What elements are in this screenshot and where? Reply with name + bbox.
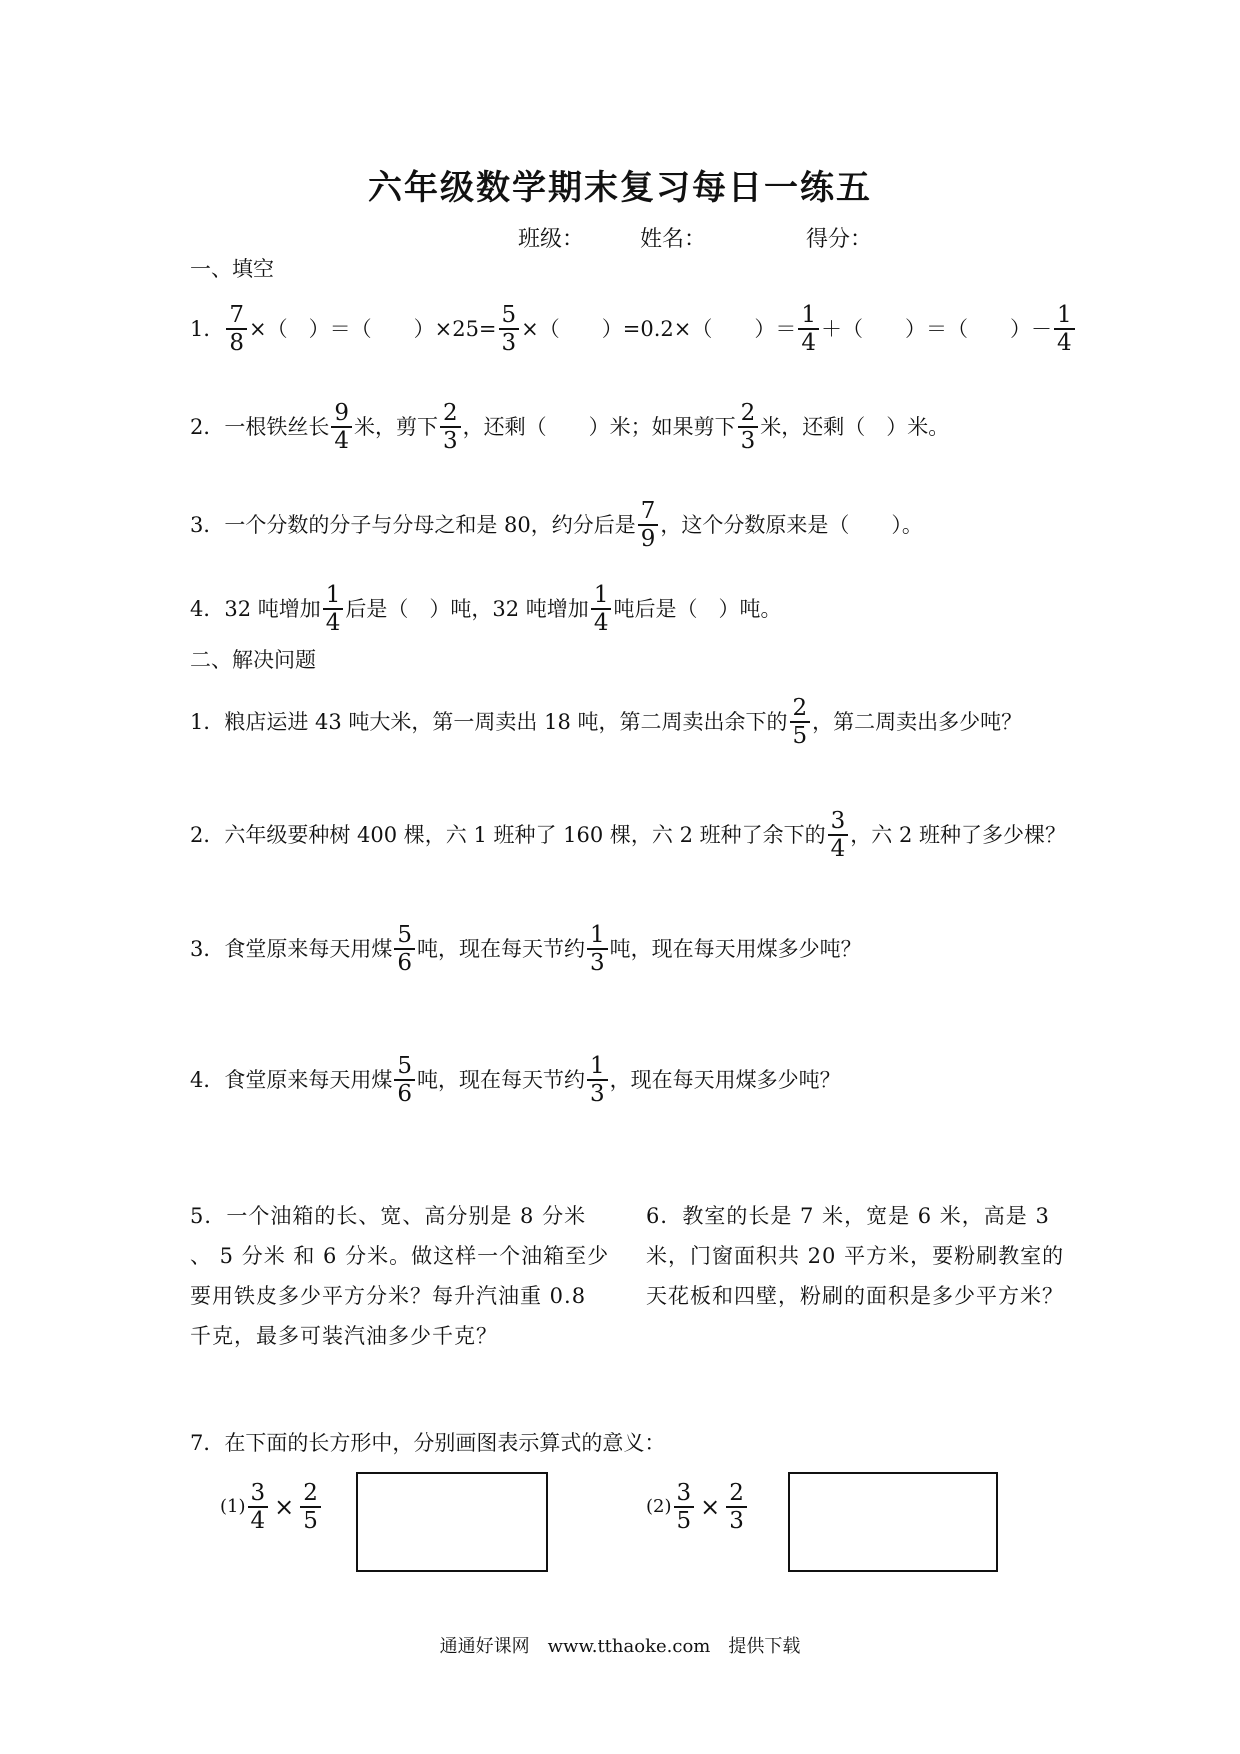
score-label: 得分： (806, 227, 873, 252)
p3-fraction-2: $\frac{1}{3}$ (587, 922, 608, 976)
fill-question-1 (190, 302, 1077, 356)
q4-text-1: 后是（ ）吨，32 吨增加 (345, 597, 589, 621)
problem-2 (190, 808, 1066, 862)
p4-text-1: 吨，现在每天节约 (417, 1068, 586, 1092)
expr1-fraction-1: $\frac{3}{4}$ (248, 1480, 269, 1534)
section2-heading: 二、解决问题 (190, 648, 316, 672)
q1-fraction-1: $\frac{7}{8}$ (226, 302, 247, 356)
q3-text-1: ，这个分数原来是（ ）。 (660, 513, 923, 537)
q2-text-1: 米，剪下 (354, 415, 439, 439)
fill-question-3 (190, 498, 923, 552)
q2-fraction-1: $\frac{9}{4}$ (331, 400, 352, 454)
q2-text-3: 米，还剩（ ）米。 (760, 415, 950, 439)
expression-2 (646, 1480, 749, 1534)
name-label: 姓名： (640, 227, 707, 252)
q4-text-2: 吨后是（ ）吨。 (613, 597, 782, 621)
q2-text-2: ，还剩（ ）米；如果剪下 (462, 415, 736, 439)
p4-fraction-2: $\frac{1}{3}$ (587, 1053, 608, 1107)
problem-1 (190, 695, 1022, 749)
p3-text-2: 吨，现在每天用煤多少吨？ (609, 937, 862, 961)
page-title: 六年级数学期末复习每日一练五 (368, 168, 872, 208)
p1-text: ，第二周卖出多少吨？ (812, 710, 1023, 734)
q2-prefix: 2．一根铁丝长 (190, 415, 330, 439)
q4-fraction-2: $\frac{1}{4}$ (591, 582, 612, 636)
problem-5: 5．一个油箱的长、宽、高分别是 8 分米 、 5 分米 和 6 分米。做这样一个油箱至少要用铁皮多少平方分米？每升汽油重 0.8 千克，最多可装汽油多少千克？ (190, 1204, 610, 1348)
class-label: 班级： (518, 227, 585, 252)
section1-heading: 一、填空 (190, 257, 274, 281)
fill-question-2 (190, 400, 949, 454)
p2-fraction: $\frac{3}{4}$ (828, 808, 849, 862)
q1-text-2: ×（ ）=0.2×（ ）＝ (521, 317, 797, 341)
q1-fraction-4: $\frac{1}{4}$ (1054, 302, 1075, 356)
problem-3 (190, 922, 862, 976)
fill-question-4 (190, 582, 781, 636)
drawing-rectangle-2[interactable] (788, 1472, 998, 1572)
p4-prefix: 4．食堂原来每天用煤 (190, 1068, 393, 1092)
q2-fraction-2: $\frac{2}{3}$ (440, 400, 461, 454)
q1-prefix: 1． (190, 317, 225, 341)
p2-prefix: 2．六年级要种树 400 棵，六 1 班种了 160 棵，六 2 班种了余下的 (190, 823, 826, 847)
q1-fraction-2: $\frac{5}{3}$ (499, 302, 520, 356)
q1-text-1: ×（ ）＝（ ）×25= (249, 317, 497, 341)
p3-prefix: 3．食堂原来每天用煤 (190, 937, 393, 961)
drawing-rectangle-1[interactable] (356, 1472, 548, 1572)
expr1-operator: × (274, 1493, 295, 1521)
p1-fraction: $\frac{2}{5}$ (790, 695, 811, 749)
p3-text-1: 吨，现在每天节约 (417, 937, 586, 961)
q2-fraction-3: $\frac{2}{3}$ (738, 400, 759, 454)
footer-credit: 通通好课网 www.tthaoke.com 提供下载 (439, 1636, 801, 1657)
q3-prefix: 3．一个分数的分子与分母之和是 80，约分后是 (190, 513, 636, 537)
p2-text: ，六 2 班种了多少棵？ (850, 823, 1067, 847)
problem-4 (190, 1053, 841, 1107)
expression-1 (220, 1480, 323, 1534)
expr2-fraction-2: $\frac{2}{3}$ (726, 1480, 747, 1534)
expr2-fraction-1: $\frac{3}{5}$ (674, 1480, 695, 1534)
problem-7: 7．在下面的长方形中，分别画图表示算式的意义： (190, 1431, 666, 1455)
p3-fraction-1: $\frac{5}{6}$ (394, 922, 415, 976)
q3-fraction-1: $\frac{7}{9}$ (638, 498, 659, 552)
q4-fraction-1: $\frac{1}{4}$ (323, 582, 344, 636)
p4-text-2: ，现在每天用煤多少吨？ (609, 1068, 841, 1092)
p1-prefix: 1．粮店运进 43 吨大米，第一周卖出 18 吨，第二周卖出余下的 (190, 710, 788, 734)
q4-prefix: 4．32 吨增加 (190, 597, 321, 621)
expr2-label: (2) (646, 1496, 672, 1517)
problem-6: 6．教室的长是 7 米，宽是 6 米，高是 3 米，门窗面积共 20 平方米，要粉刷教室的天花板和四壁，粉刷的面积是多少平方米？ (646, 1204, 1065, 1308)
q1-text-3: ＋（ ）＝（ ）－ (821, 317, 1052, 341)
expr1-fraction-2: $\frac{2}{5}$ (300, 1480, 321, 1534)
expr2-operator: × (700, 1493, 721, 1521)
expr1-label: (1) (220, 1496, 246, 1517)
q1-fraction-3: $\frac{1}{4}$ (798, 302, 819, 356)
p4-fraction-1: $\frac{5}{6}$ (394, 1053, 415, 1107)
